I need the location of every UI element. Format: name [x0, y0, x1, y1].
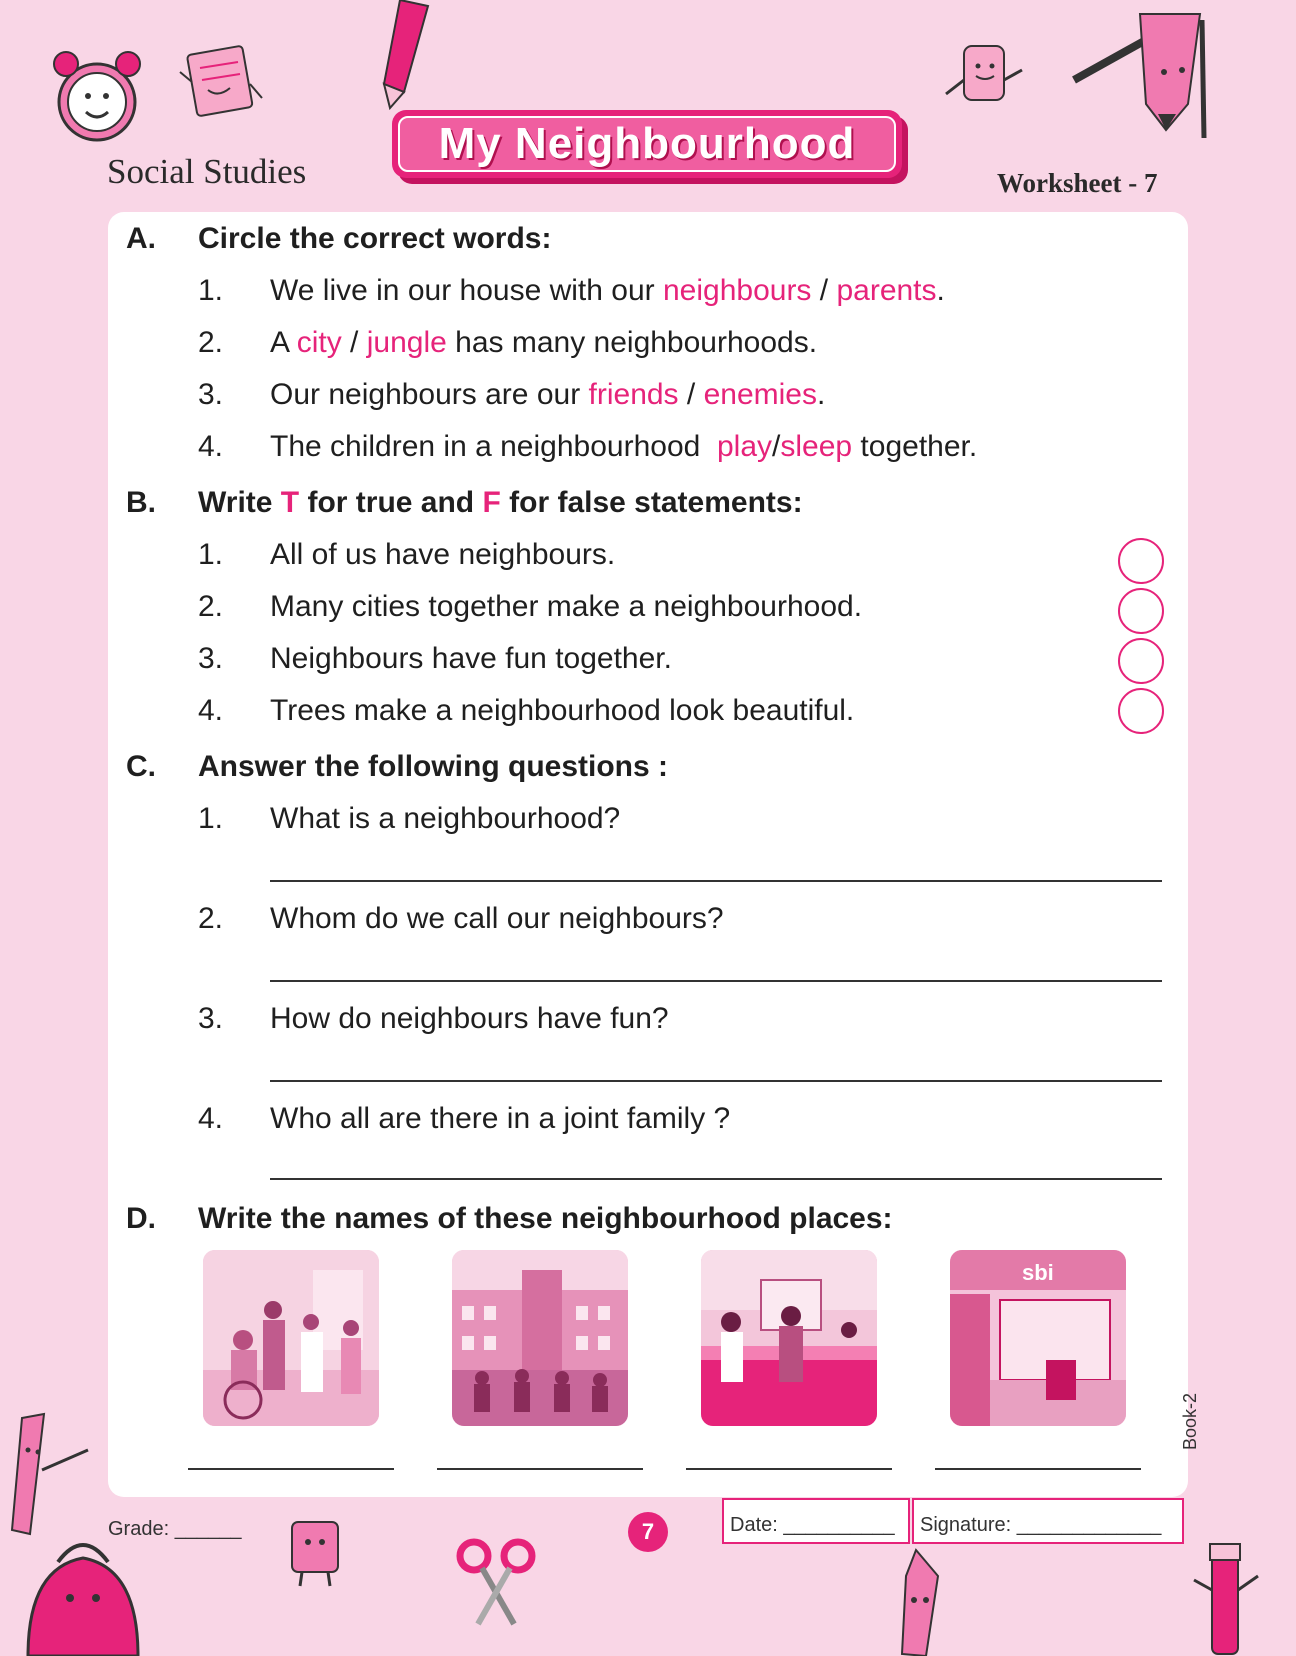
word-option[interactable]: enemies	[703, 378, 817, 411]
item-number: 4.	[198, 694, 224, 727]
item-number: 2.	[198, 590, 224, 623]
list-item	[198, 590, 998, 630]
word-option[interactable]: jungle	[366, 326, 447, 359]
school-photo	[452, 1250, 628, 1426]
false-letter: F	[482, 486, 501, 519]
section-title: Write the names of these neighbourhood places:	[198, 1202, 893, 1235]
answer-line[interactable]	[270, 1080, 1162, 1082]
date-field[interactable]: Date: __________	[722, 1498, 910, 1544]
crayon-icon	[886, 1546, 956, 1656]
list-item	[198, 538, 998, 578]
answer-circle[interactable]	[1118, 538, 1164, 584]
answer-line[interactable]	[270, 980, 1162, 982]
list-item	[198, 430, 1098, 470]
list-item	[198, 274, 1098, 314]
book-label: Book-2	[1180, 1392, 1200, 1450]
item-number: 1.	[198, 802, 224, 835]
statement-text: All of us have neighbours.	[270, 538, 616, 571]
backpack-icon	[18, 1528, 148, 1656]
question-item	[198, 902, 1098, 942]
section-b-heading	[126, 486, 1026, 526]
section-letter: B.	[126, 486, 156, 519]
item-number: 1.	[198, 538, 224, 571]
alarm-clock-icon	[52, 40, 142, 150]
word-option[interactable]: neighbours	[662, 274, 812, 307]
signature-field[interactable]: Signature: _____________	[912, 1498, 1184, 1544]
true-letter: T	[280, 486, 300, 519]
post-office-photo	[701, 1250, 877, 1426]
word-option[interactable]: parents	[836, 274, 937, 307]
subject-label: Social Studies	[107, 152, 307, 191]
word-option[interactable]: sleep	[780, 430, 853, 463]
answer-circle[interactable]	[1118, 588, 1164, 634]
scissors-icon	[456, 1536, 536, 1626]
notepad-icon	[178, 42, 264, 122]
place-name-line[interactable]	[437, 1468, 643, 1470]
list-item	[198, 378, 1098, 418]
word-option[interactable]: city	[296, 326, 342, 359]
place-name-line[interactable]	[935, 1468, 1141, 1470]
item-number: 3.	[198, 642, 224, 675]
pencil-icon	[380, 0, 440, 110]
section-c-heading	[126, 750, 1026, 790]
question-text: Who all are there in a joint family ?	[270, 1102, 731, 1135]
section-d-heading	[126, 1202, 1126, 1242]
section-title: Circle the correct words:	[198, 222, 552, 255]
item-text: The children in a neighbourhood	[270, 430, 717, 463]
word-option[interactable]: friends	[588, 378, 679, 411]
section-letter: D.	[126, 1202, 156, 1235]
statement-text: Many cities together make a neighbourhood.	[270, 590, 863, 623]
item-number: 4.	[198, 1102, 224, 1135]
section-a-heading	[126, 222, 1026, 262]
page-number: 7	[628, 1512, 668, 1552]
item-text: We live in our house with our	[270, 274, 663, 307]
question-text: Whom do we call our neighbours?	[270, 902, 724, 935]
pen-character-icon	[1192, 1540, 1262, 1656]
answer-line[interactable]	[270, 1178, 1162, 1180]
grade-field[interactable]: Grade: ______	[108, 1518, 242, 1540]
question-text: How do neighbours have fun?	[270, 1002, 669, 1035]
list-item	[198, 326, 1098, 366]
place-name-line[interactable]	[188, 1468, 394, 1470]
item-text: A	[270, 326, 297, 359]
separator: /	[341, 326, 367, 359]
statement-text: Neighbours have fun together.	[270, 642, 672, 675]
eraser-icon	[940, 40, 1030, 120]
worksheet-number: Worksheet - 7	[997, 168, 1158, 198]
title-banner	[392, 110, 902, 178]
list-item	[198, 694, 998, 734]
item-number: 3.	[198, 378, 224, 411]
bank-photo	[950, 1250, 1126, 1426]
item-number: 3.	[198, 1002, 224, 1035]
word-option[interactable]: play	[716, 430, 773, 463]
answer-circle[interactable]	[1118, 638, 1164, 684]
ruler-icon	[8, 1410, 98, 1540]
answer-line[interactable]	[270, 880, 1162, 882]
answer-circle[interactable]	[1118, 688, 1164, 734]
bank-sign-text: sbi	[1022, 1260, 1054, 1285]
separator: /	[811, 274, 837, 307]
pencil-character-icon	[1070, 10, 1210, 140]
item-text: .	[816, 378, 826, 411]
item-number: 4.	[198, 430, 224, 463]
item-text: .	[936, 274, 945, 307]
item-text: together.	[852, 430, 978, 463]
section-letter: A.	[126, 222, 156, 255]
place-name-line[interactable]	[686, 1468, 892, 1470]
question-item	[198, 1102, 1098, 1142]
hospital-photo	[203, 1250, 379, 1426]
question-item	[198, 1002, 1098, 1042]
section-title: for true and	[299, 486, 483, 519]
separator: /	[772, 430, 781, 463]
list-item	[198, 642, 998, 682]
section-letter: C.	[126, 750, 156, 783]
question-text: What is a neighbourhood?	[270, 802, 621, 835]
question-item	[198, 802, 1098, 842]
section-title: for false statements:	[500, 486, 803, 519]
item-text: has many neighbourhoods.	[446, 326, 818, 359]
section-title: Answer the following questions :	[198, 750, 669, 783]
sharpener-icon	[282, 1518, 348, 1588]
section-title: Write	[198, 486, 281, 519]
item-text: Our neighbours are our	[270, 378, 589, 411]
separator: /	[678, 378, 704, 411]
item-number: 2.	[198, 326, 224, 359]
statement-text: Trees make a neighbourhood look beautiful.	[270, 694, 855, 727]
page-title: My Neighbourhood	[438, 119, 856, 168]
item-number: 1.	[198, 274, 224, 307]
item-number: 2.	[198, 902, 224, 935]
